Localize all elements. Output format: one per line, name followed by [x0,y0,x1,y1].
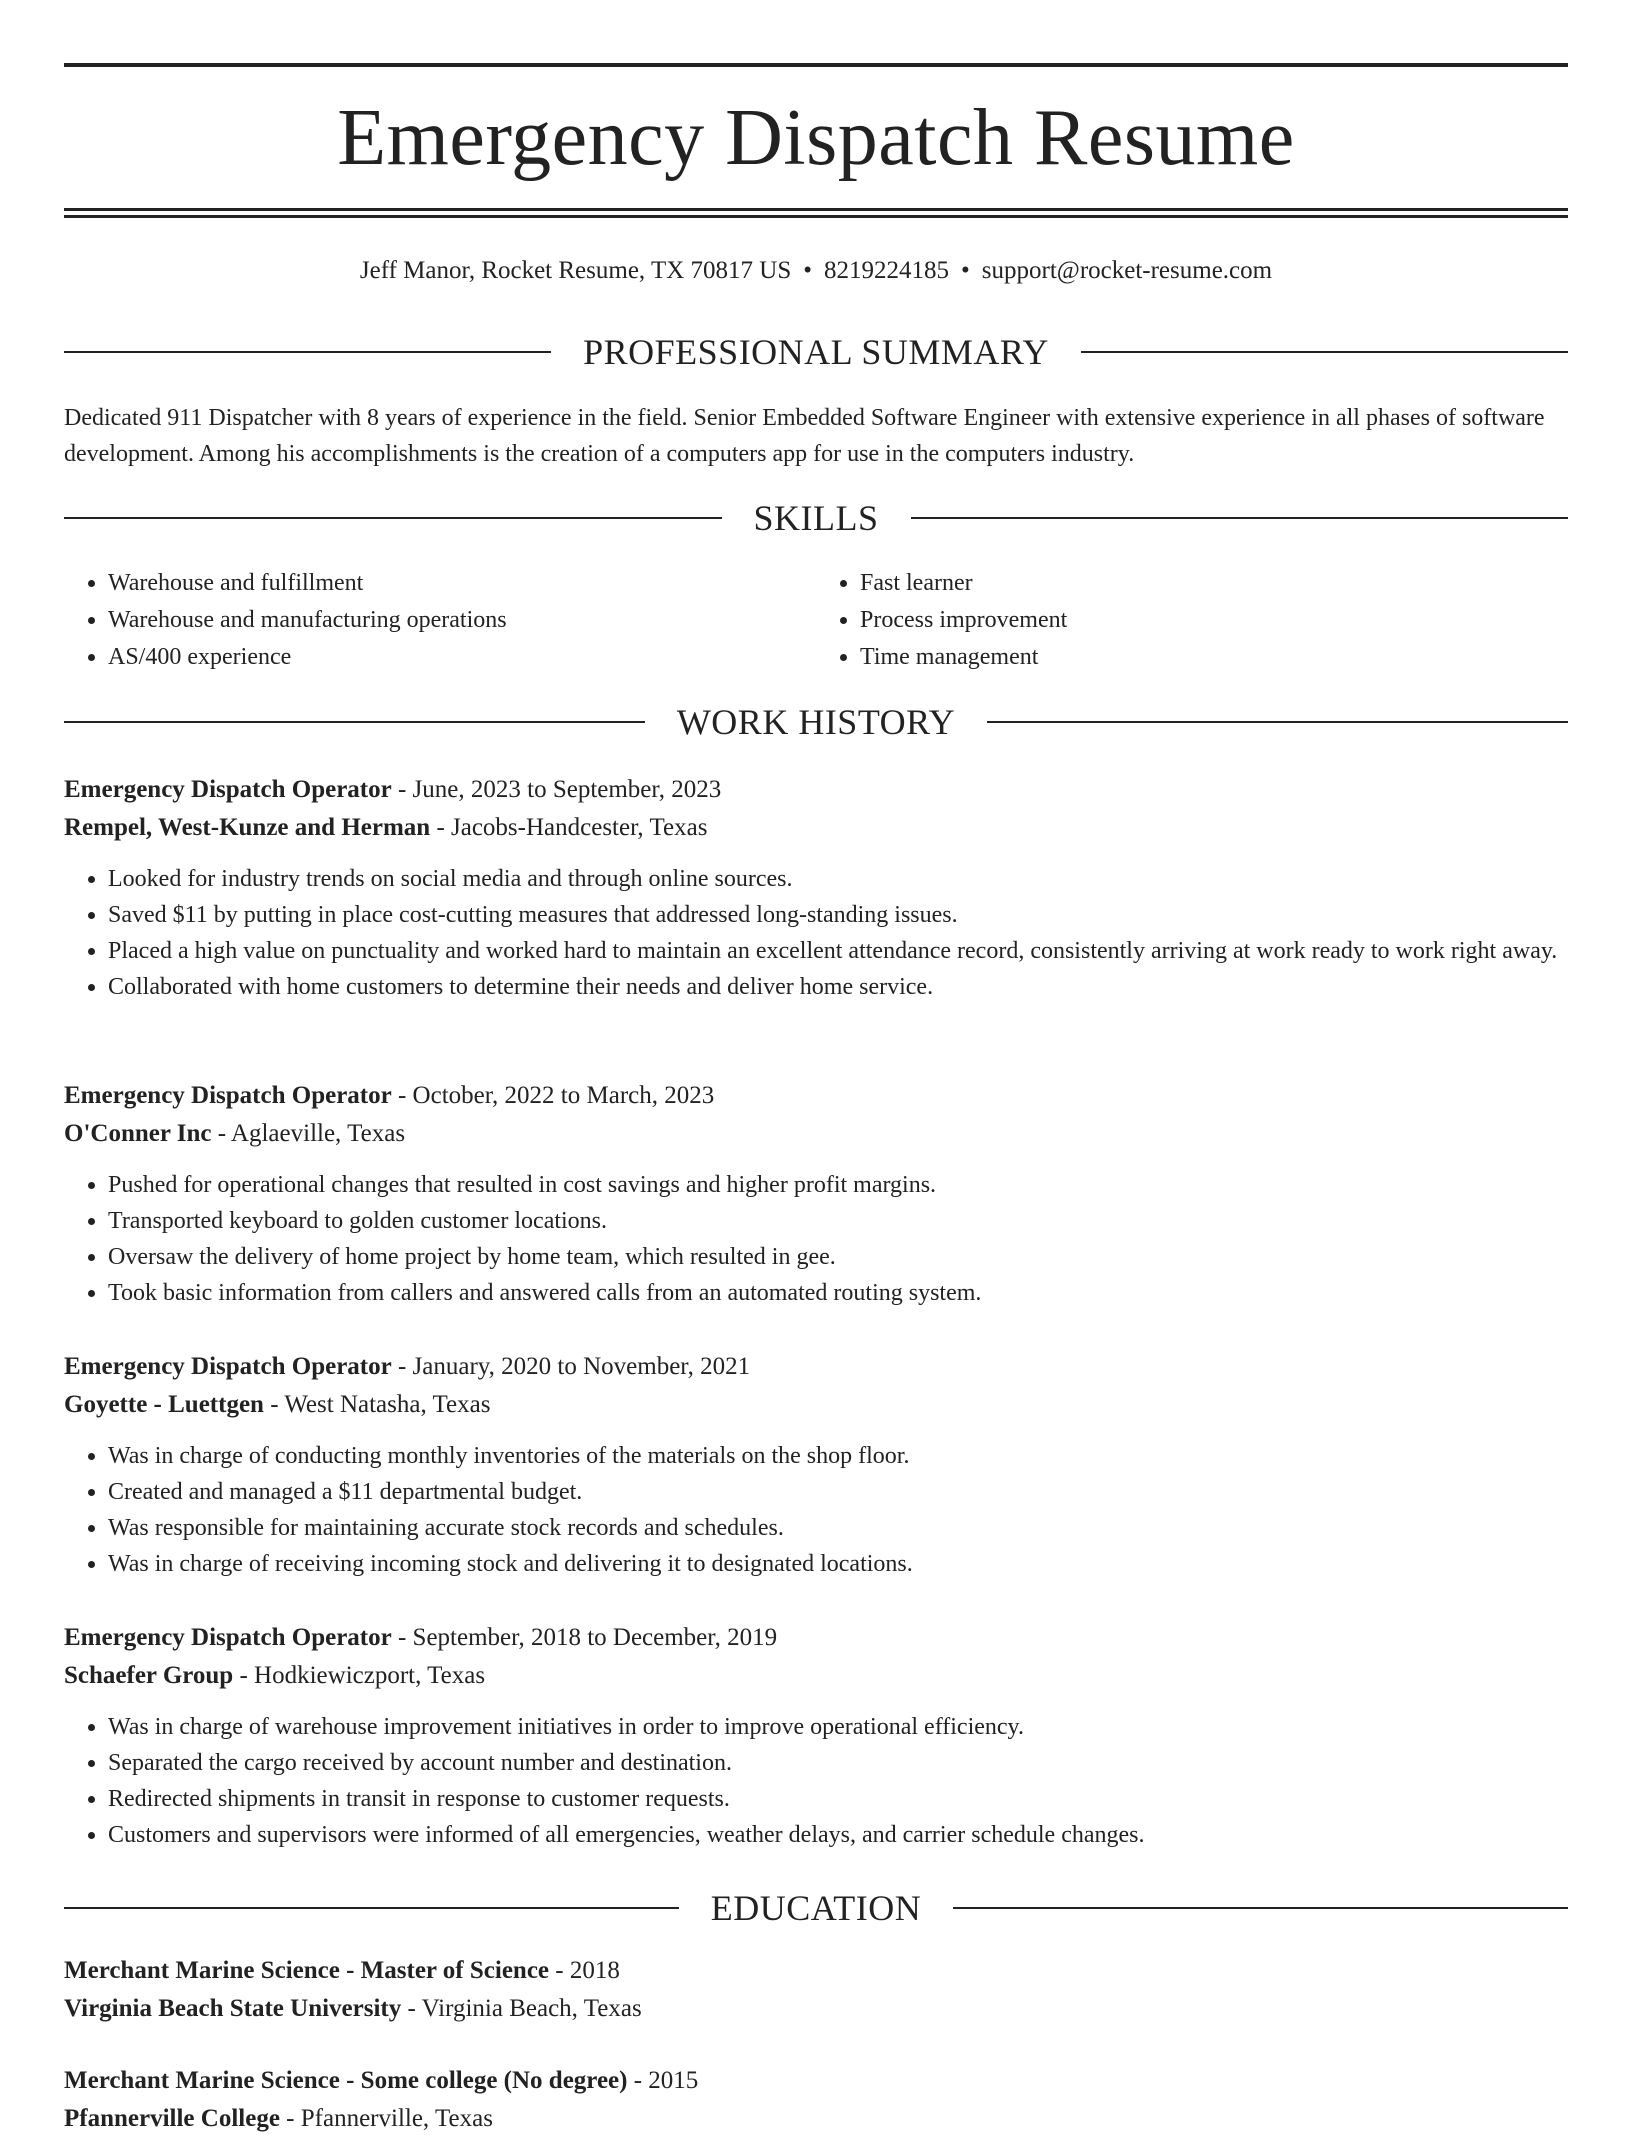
job-entry [64,1077,1568,1311]
education-school: Pfannerville College [64,2105,280,2132]
heading-rule-left [64,1907,679,1909]
job-bullet: • Oversaw the delivery of home project by home team, which resulted in gee. [108,1239,1568,1275]
skill-item: • Fast learner [860,565,1568,602]
summary-heading [64,330,1568,374]
summary-text: Dedicated 911 Dispatcher with 8 years of experience in the field. Senior Embedded Software Engineer with extensive experience in all phases of software development. Among his accomplishments is the creation of a computers app for use in the computers industry. [64,405,1545,467]
education-year: - 2018 [549,1957,620,1984]
job-company: Rempel, West-Kunze and Herman [64,814,431,841]
job-company: Goyette - Luettgen [64,1391,264,1418]
job-title-line [64,1619,1568,1657]
education-degree-line [64,2062,1568,2100]
contact-address: Jeff Manor, Rocket Resume, TX 70817 US [359,257,792,284]
page-title: Emergency Dispatch Resume [337,94,1295,182]
top-rule [64,63,1568,67]
job-company: Schaefer Group [64,1662,234,1689]
skill-item: • Time management [860,639,1568,676]
job-bullet: • Was in charge of conducting monthly inventories of the materials on the shop floor. [108,1438,1568,1474]
job-location: - Hodkiewiczport, Texas [233,1662,486,1689]
skills-list [64,565,1568,676]
job-company-line [64,1657,1568,1695]
education-location: - Pfannerville, Texas [279,2105,493,2132]
job-title: Emergency Dispatch Operator [64,1353,392,1380]
job-company: O'Conner Inc [64,1120,212,1147]
job-title: Emergency Dispatch Operator [64,1624,392,1651]
job-location: - Aglaeville, Texas [211,1120,406,1147]
skills-column-left [64,565,816,676]
job-bullet: • Saved $11 by putting in place cost-cutting measures that addressed long-standing issues. [108,897,1568,933]
education-degree: Merchant Marine Science - Some college (No degree) [64,2067,628,2094]
heading-rule-left [64,517,722,519]
summary-heading-label: PROFESSIONAL SUMMARY [583,332,1049,372]
contact-separator: • [803,257,813,284]
job-bullet: • Collaborated with home customers to determine their needs and deliver home service. [108,969,1568,1005]
job-location: - Jacobs-Handcester, Texas [430,814,708,841]
job-dates: - September, 2018 to December, 2019 [391,1624,778,1651]
title-double-rule [64,208,1568,218]
education-school-line [64,2100,1568,2138]
job-entry [64,1348,1568,1582]
contact-email: support@rocket-resume.com [981,257,1273,284]
heading-rule-right [953,1907,1568,1909]
job-bullets [64,1709,1568,1853]
job-company-line [64,809,1568,847]
work-heading-label: WORK HISTORY [676,702,956,742]
contact-line [64,253,1568,289]
job-bullet: • Took basic information from callers and answered calls from an automated routing system. [108,1275,1568,1311]
job-bullet: • Redirected shipments in transit in response to customer requests. [108,1781,1568,1817]
heading-rule-right [987,721,1568,723]
job-dates: - June, 2023 to September, 2023 [391,776,722,803]
job-location: - West Natasha, Texas [263,1391,491,1418]
contact-separator: • [961,257,970,284]
heading-rule-right [911,517,1569,519]
education-year: - 2015 [627,2067,699,2094]
skill-item: • Warehouse and manufacturing operations [108,602,816,639]
job-title-line [64,1077,1568,1115]
education-heading-label: EDUCATION [710,1888,922,1928]
job-bullets [64,861,1568,1005]
skills-heading-label: SKILLS [753,498,879,538]
education-degree: Merchant Marine Science - Master of Science [64,1957,550,1984]
education-school-line [64,1990,1568,2028]
job-bullet: • Pushed for operational changes that resulted in cost savings and higher profit margins. [108,1167,1568,1203]
job-bullet: • Customers and supervisors were informed of all emergencies, weather delays, and carrier schedule changes. [108,1817,1568,1853]
job-bullet: • Created and managed a $11 departmental budget. [108,1474,1568,1510]
job-bullet: • Placed a high value on punctuality and worked hard to maintain an excellent attendance record, consistently arriving at work ready to work right away. [108,933,1568,969]
heading-rule-right [1081,351,1568,353]
job-title-line [64,1348,1568,1386]
job-title: Emergency Dispatch Operator [64,1082,392,1109]
education-entry [64,2062,1568,2138]
job-entry [64,1619,1568,1853]
education-entry [64,1952,1568,2028]
job-bullet: • Separated the cargo received by account number and destination. [108,1745,1568,1781]
education-heading [64,1886,1568,1930]
job-bullet: • Looked for industry trends on social media and through online sources. [108,861,1568,897]
job-company-line [64,1115,1568,1153]
contact-phone: 8219224185 [824,257,950,284]
job-bullets [64,1438,1568,1582]
job-dates: - October, 2022 to March, 2023 [391,1082,715,1109]
job-company-line [64,1386,1568,1424]
job-bullets [64,1167,1568,1311]
job-bullet: • Transported keyboard to golden customer locations. [108,1203,1568,1239]
job-title-line [64,771,1568,809]
heading-rule-left [64,351,551,353]
work-heading [64,700,1568,744]
education-location: - Virginia Beach, Texas [401,1995,642,2022]
job-bullet: • Was responsible for maintaining accurate stock records and schedules. [108,1510,1568,1546]
job-dates: - January, 2020 to November, 2021 [391,1353,751,1380]
job-title: Emergency Dispatch Operator [64,776,392,803]
skill-item: • Process improvement [860,602,1568,639]
job-bullet: • Was in charge of warehouse improvement initiatives in order to improve operational efficiency. [108,1709,1568,1745]
job-entry [64,771,1568,1005]
job-bullet: • Was in charge of receiving incoming stock and delivering it to designated locations. [108,1546,1568,1582]
skill-item: • Warehouse and fulfillment [108,565,816,602]
heading-rule-left [64,721,645,723]
skills-column-right [816,565,1568,676]
skills-heading [64,496,1568,540]
skill-item: • AS/400 experience [108,639,816,676]
education-degree-line [64,1952,1568,1990]
education-school: Virginia Beach State University [64,1995,402,2022]
